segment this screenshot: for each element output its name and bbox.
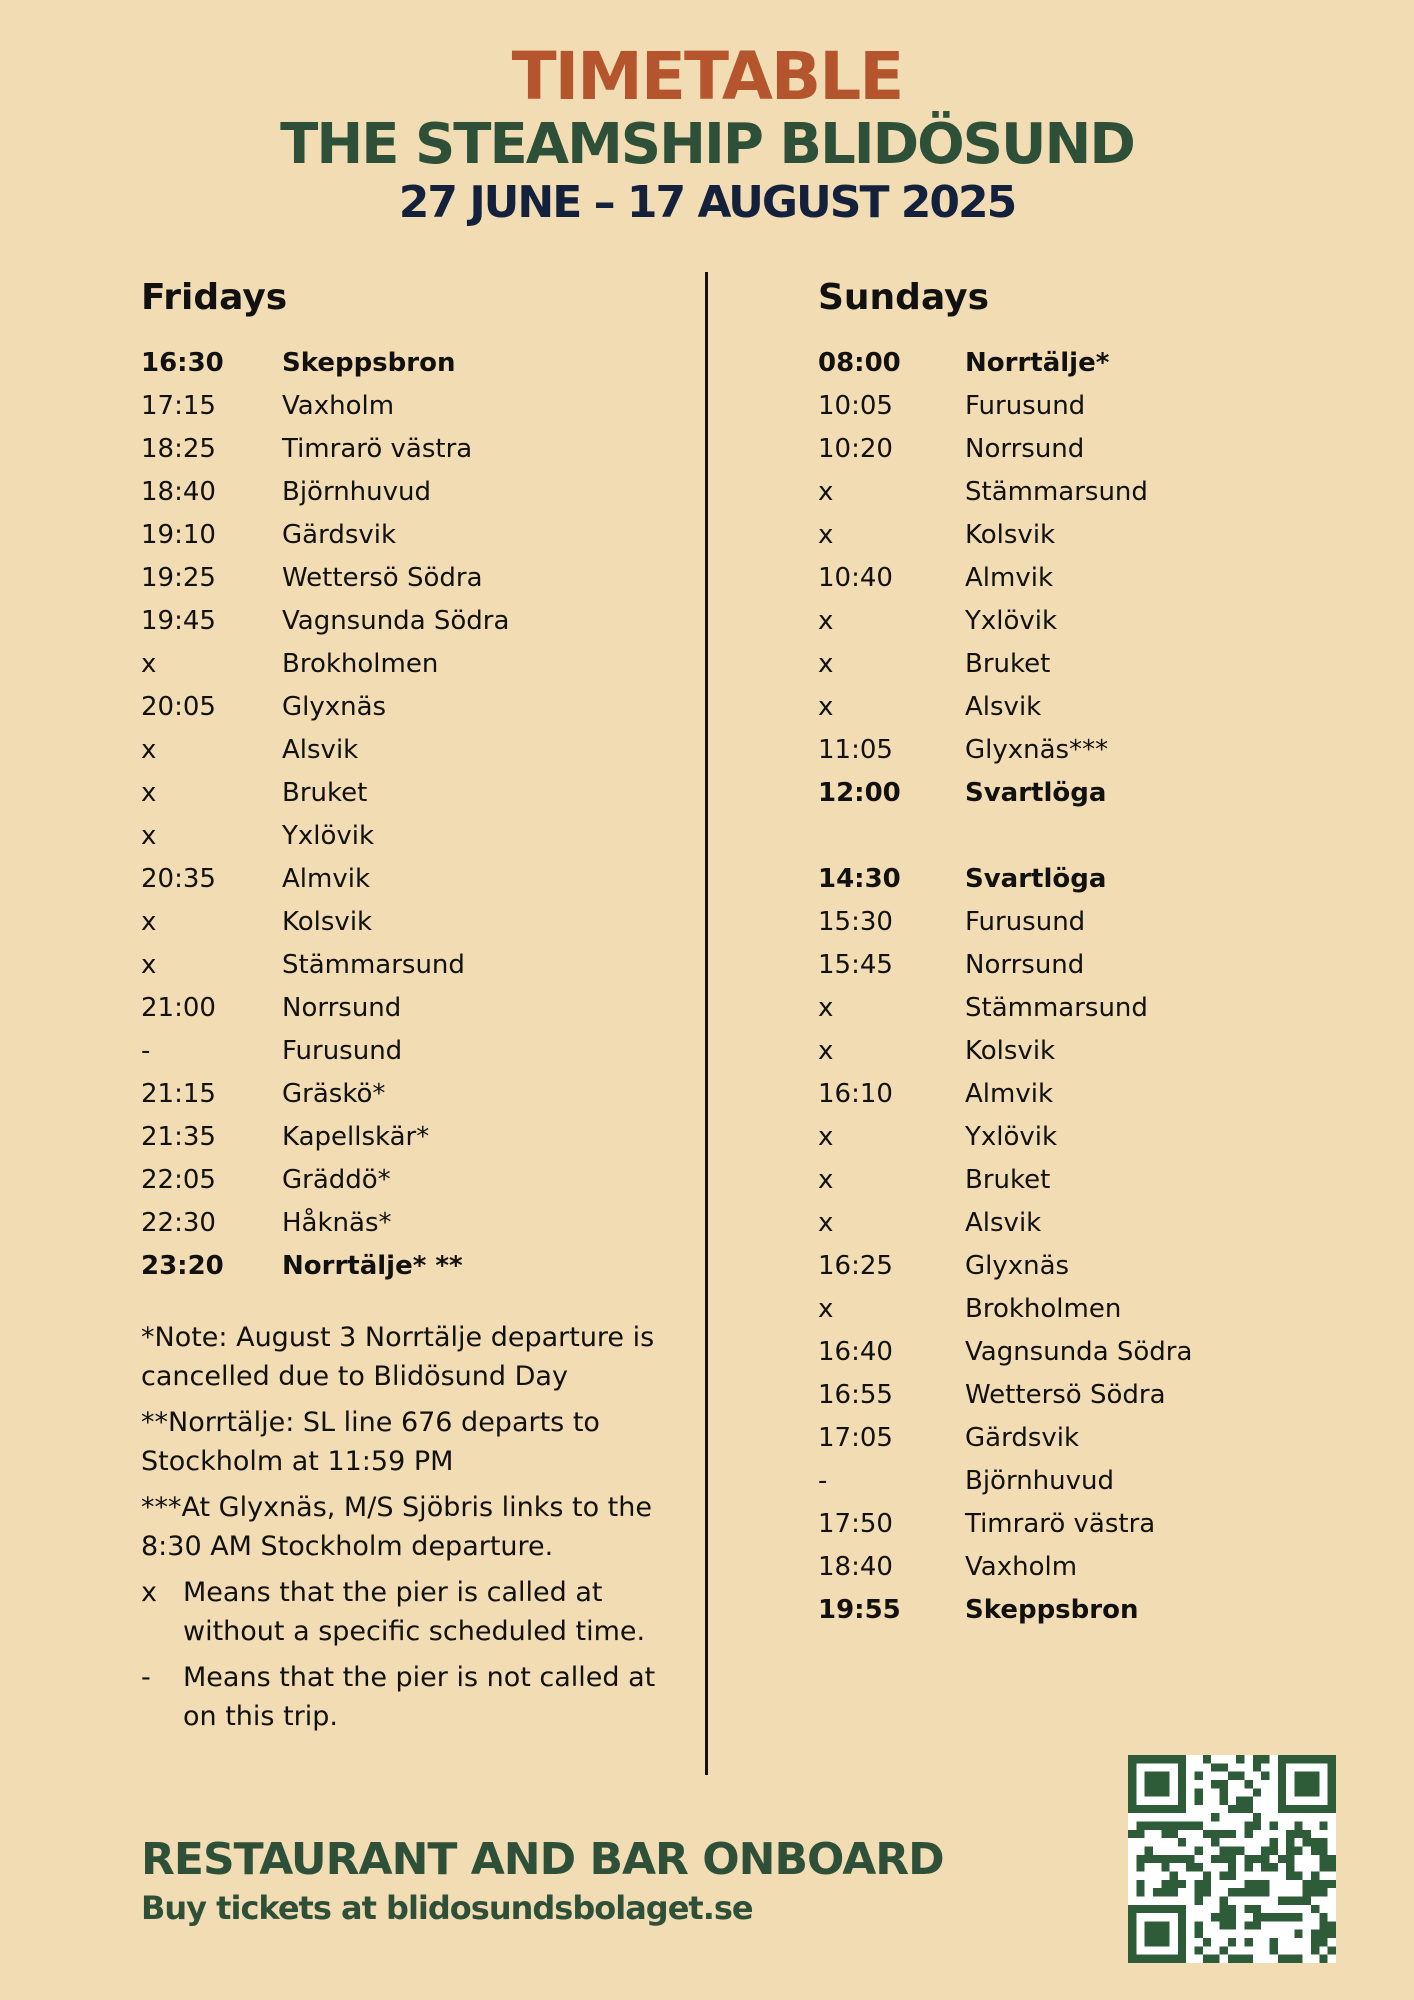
sundays-column [818,270,1378,1632]
departure-time: 14:30 [818,864,901,894]
pier-name: Norrsund [965,434,1085,464]
departure-time: 20:35 [141,864,216,894]
legend-dash-text: Means that the pier is not called at on this trip. [183,1662,656,1732]
schedule-row [818,342,1378,385]
departure-time: x [818,1036,834,1066]
departure-time: 08:00 [818,348,901,378]
departure-time: x [818,649,834,679]
tickets-link[interactable]: Buy tickets at blidosundsbolaget.se [141,1889,753,1927]
schedule-row [818,1116,1378,1159]
departure-time: 19:25 [141,563,216,593]
schedule-row [818,1460,1378,1503]
pier-name: Bruket [282,778,368,808]
departure-time: 19:55 [818,1595,901,1625]
schedule-row [141,901,681,944]
pier-name: Kapellskär* [282,1122,430,1152]
schedule-row [141,1245,681,1288]
pier-name: Glyxnäs [965,1251,1070,1281]
departure-time: x [141,778,157,808]
departure-time: 22:30 [141,1208,216,1238]
schedule-row [818,1159,1378,1202]
pier-name: Stämmarsund [965,477,1148,507]
departure-time: 16:40 [818,1337,893,1367]
fridays-column [141,270,681,1288]
schedule-row [141,385,681,428]
pier-name: Almvik [282,864,371,894]
schedule-row [141,1073,681,1116]
legend-x-text: Means that the pier is called at without a specific scheduled time. [183,1577,646,1647]
pier-name: Yxlövik [965,606,1058,636]
schedule-row [141,729,681,772]
fridays-schedule [141,342,681,1288]
pier-name: Kolsvik [965,1036,1056,1066]
departure-time: 17:50 [818,1509,893,1539]
pier-name: Almvik [965,563,1054,593]
schedule-row [818,772,1378,815]
pier-name: Björnhuvud [282,477,432,507]
sundays-heading: Sundays [818,277,990,318]
departure-time: 18:40 [818,1552,893,1582]
legend-x-symbol: x [141,1577,157,1608]
schedule-row [141,600,681,643]
schedule-row [818,1546,1378,1589]
pier-name: Bruket [965,649,1051,679]
legend-dash-symbol: - [141,1662,151,1693]
legend-x [141,1573,661,1651]
pier-name: Glyxnäs [282,692,387,722]
schedule-row [818,1589,1378,1632]
pier-name: Yxlövik [965,1122,1058,1152]
pier-name: Alsvik [965,692,1042,722]
schedule-row [818,901,1378,944]
note-glyxnas: ***At Glyxnäs, M/S Sjöbris links to the 8:30 AM Stockholm departure. [141,1492,652,1562]
pier-name: Stämmarsund [282,950,465,980]
departure-time: x [818,477,834,507]
pier-name: Vagnsunda Södra [282,606,510,636]
pier-name: Glyxnäs*** [965,735,1109,765]
schedule-row [818,1030,1378,1073]
pier-name: Timrarö västra [282,434,473,464]
departure-time: 16:55 [818,1380,893,1410]
schedule-row [818,1331,1378,1374]
departure-time: 11:05 [818,735,893,765]
departure-time: x [141,950,157,980]
departure-time: 17:05 [818,1423,893,1453]
pier-name: Gräskö* [282,1079,386,1109]
schedule-row [141,557,681,600]
schedule-row [141,471,681,514]
departure-time: 10:20 [818,434,893,464]
header [0,40,1414,230]
pier-name: Timrarö västra [965,1509,1156,1539]
schedule-row [141,342,681,385]
schedule-row [141,428,681,471]
schedule-row [141,686,681,729]
sundays-schedule [818,342,1378,1632]
pier-name: Gärdsvik [282,520,397,550]
departure-time: 16:30 [141,348,224,378]
pier-name: Norrsund [965,950,1085,980]
pier-name: Vagnsunda Södra [965,1337,1193,1367]
schedule-row [818,385,1378,428]
pier-name: Furusund [965,907,1086,937]
departure-time: x [141,735,157,765]
pier-name: Brokholmen [965,1294,1122,1324]
schedule-row [818,643,1378,686]
pier-name: Vaxholm [965,1552,1078,1582]
pier-name: Wettersö Södra [965,1380,1166,1410]
schedule-row [818,557,1378,600]
departure-time: x [818,692,834,722]
pier-name: Alsvik [282,735,359,765]
departure-time: x [818,993,834,1023]
schedule-row [818,1288,1378,1331]
page-title: TIMETABLE [511,38,903,115]
departure-time: 18:25 [141,434,216,464]
schedule-row [141,514,681,557]
departure-time: x [818,1165,834,1195]
departure-time: 21:35 [141,1122,216,1152]
departure-time: 10:40 [818,563,893,593]
schedule-row [818,1073,1378,1116]
pier-name: Skeppsbron [282,348,456,378]
schedule-row [141,987,681,1030]
pier-name: Bruket [965,1165,1051,1195]
pier-name: Norrtälje* ** [282,1251,463,1281]
departure-time: 16:10 [818,1079,893,1109]
departure-time: 10:05 [818,391,893,421]
schedule-row [141,643,681,686]
pier-name: Furusund [965,391,1086,421]
legend-dash [141,1658,661,1736]
schedule-row [141,1159,681,1202]
pier-name: Håknäs* [282,1208,392,1238]
schedule-row [818,686,1378,729]
schedule-row [818,1374,1378,1417]
qr-code-icon[interactable] [1128,1755,1336,1963]
schedule-row [818,1245,1378,1288]
pier-name: Kolsvik [965,520,1056,550]
schedule-row [818,600,1378,643]
pier-name: Kolsvik [282,907,373,937]
pier-name: Vaxholm [282,391,395,421]
departure-time: 15:45 [818,950,893,980]
departure-time: 20:05 [141,692,216,722]
schedule-row [818,514,1378,557]
departure-time: - [818,1466,828,1496]
pier-name: Stämmarsund [965,993,1148,1023]
pier-name: Yxlövik [282,821,375,851]
date-range: 27 JUNE – 17 AUGUST 2025 [398,177,1016,228]
schedule-row [141,1202,681,1245]
departure-time: x [141,907,157,937]
departure-time: - [141,1036,151,1066]
pier-name: Wettersö Södra [282,563,483,593]
pier-name: Gräddö* [282,1165,391,1195]
schedule-row [818,1202,1378,1245]
pier-name: Alsvik [965,1208,1042,1238]
departure-time: 21:00 [141,993,216,1023]
departure-time: 17:15 [141,391,216,421]
departure-time: 16:25 [818,1251,893,1281]
schedule-row [818,729,1378,772]
departure-time: 19:45 [141,606,216,636]
schedule-row [141,772,681,815]
pier-name: Björnhuvud [965,1466,1115,1496]
pier-name: Skeppsbron [965,1595,1139,1625]
schedule-row [818,944,1378,987]
departure-time: x [818,606,834,636]
departure-time: x [141,821,157,851]
schedule-row [818,987,1378,1030]
departure-time: 19:10 [141,520,216,550]
schedule-row [141,944,681,987]
departure-time: x [818,1208,834,1238]
schedule-row [818,428,1378,471]
schedule-gap [818,815,1378,858]
schedule-row [818,1503,1378,1546]
schedule-row [818,471,1378,514]
pier-name: Svartlöga [965,864,1107,894]
schedule-row [141,858,681,901]
pier-name: Almvik [965,1079,1054,1109]
pier-name: Norrtälje* [965,348,1110,378]
restaurant-banner: RESTAURANT AND BAR ONBOARD [141,1834,944,1885]
departure-time: x [818,1122,834,1152]
schedule-row [818,1417,1378,1460]
departure-time: x [818,1294,834,1324]
pier-name: Furusund [282,1036,403,1066]
pier-name: Brokholmen [282,649,439,679]
departure-time: 12:00 [818,778,901,808]
schedule-row [141,1030,681,1073]
departure-time: 15:30 [818,907,893,937]
departure-time: 22:05 [141,1165,216,1195]
departure-time: 21:15 [141,1079,216,1109]
schedule-row [141,1116,681,1159]
pier-name: Svartlöga [965,778,1107,808]
notes-section [141,1318,661,1743]
page-subtitle: THE STEAMSHIP BLIDÖSUND [280,112,1134,177]
schedule-row [818,858,1378,901]
column-divider [705,272,708,1775]
pier-name: Norrsund [282,993,402,1023]
fridays-heading: Fridays [141,277,288,318]
schedule-row [141,815,681,858]
note-sl-line: **Norrtälje: SL line 676 departs to Stockholm at 11:59 PM [141,1407,600,1477]
departure-time: 23:20 [141,1251,224,1281]
departure-time: 18:40 [141,477,216,507]
departure-time: x [818,520,834,550]
departure-time: x [141,649,157,679]
note-cancellation: *Note: August 3 Norrtälje departure is cancelled due to Blidösund Day [141,1322,655,1392]
pier-name: Gärdsvik [965,1423,1080,1453]
